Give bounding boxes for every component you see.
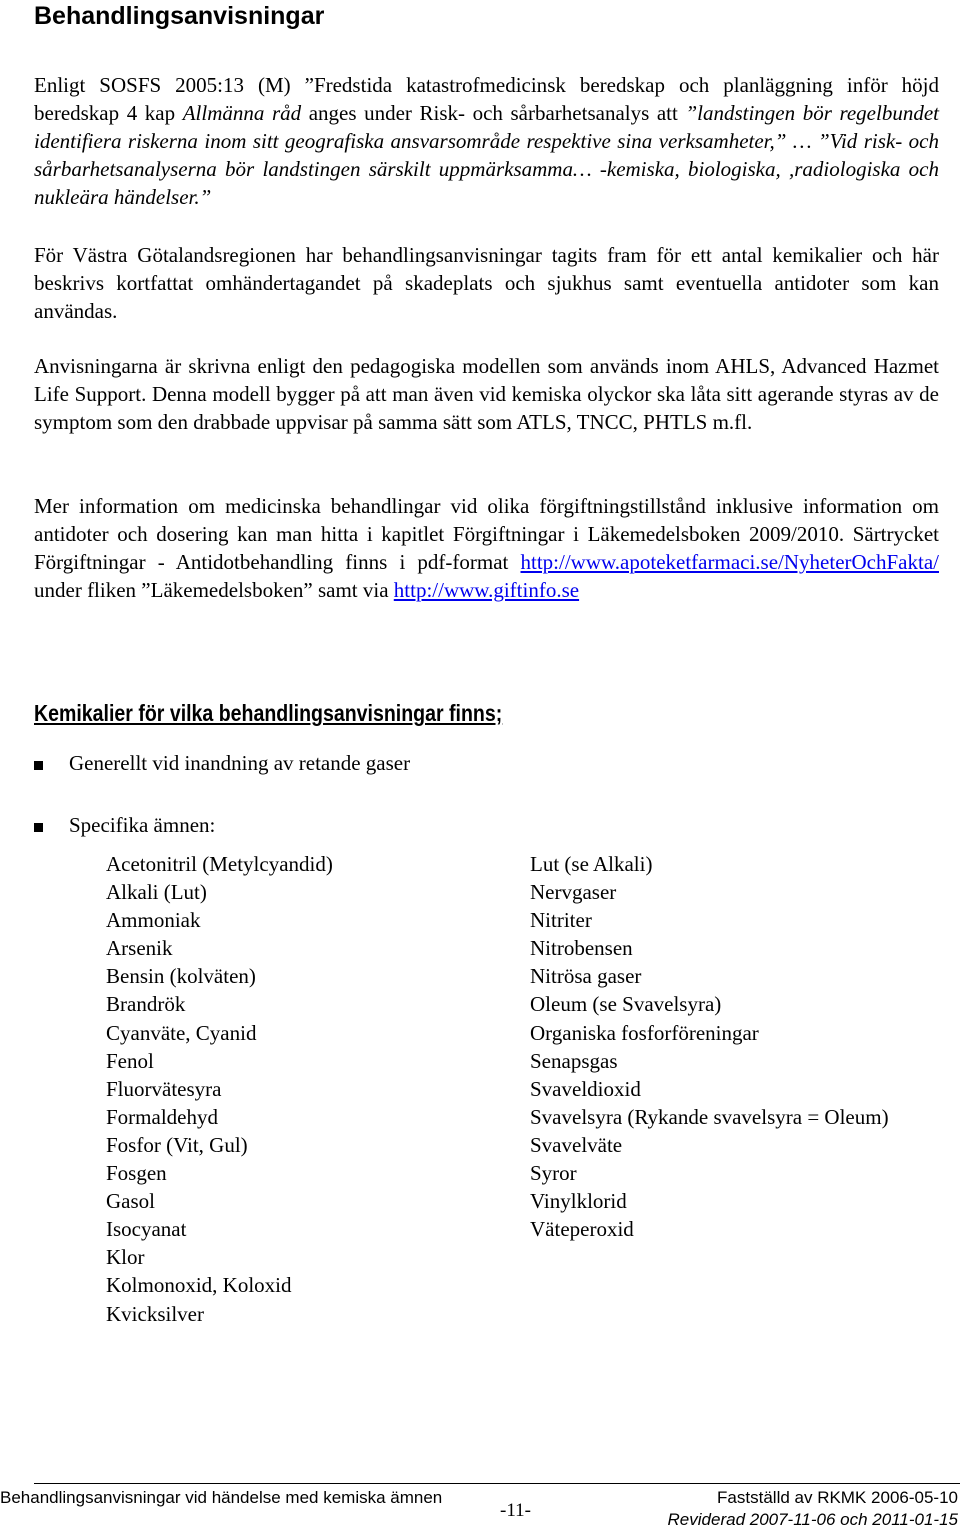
chemical-item: Nitrösa gaser	[530, 964, 642, 989]
chemical-item: Nervgaser	[530, 880, 617, 905]
chemical-item: Svavelsyra (Rykande svavelsyra = Oleum)	[530, 1104, 889, 1129]
bullet-text: Generellt vid inandning av retande gaser	[69, 751, 411, 775]
page-number: -11-	[500, 1500, 531, 1521]
chemicals-list-right	[530, 850, 889, 1243]
chemical-item: Alkali (Lut)	[106, 880, 207, 905]
chemical-item: Fosfor (Vit, Gul)	[106, 1132, 248, 1157]
chemical-item: Gasol	[106, 1189, 155, 1214]
chemical-item: Kvicksilver	[106, 1301, 204, 1326]
intro-quote: ”landstingen bör regelbundet identifiera riskerna inom sitt geografiska ansvarsområde respektive sina verksamheter,” … ”Vid risk- och sårbarhetsanalyserna bör landstingen särskilt uppmärksamma… -kemiska, biologiska, ,radiologiska och nukleära händelser.”	[34, 101, 939, 209]
chemical-item: Syror	[530, 1161, 577, 1186]
chemical-item: Senapsgas	[530, 1048, 618, 1073]
footer-doc-title: Behandlingsanvisningar vid händelse med kemiska ämnen	[0, 1488, 443, 1507]
chemical-item: Organiska fosforföreningar	[530, 1020, 759, 1045]
more-info-text: Mer information om medicinska behandlingar vid olika förgiftningstillstånd inklusive information om antidoter och dosering kan man hitta i kapitlet Förgiftningar i Läkemedelsboken 2009/2010. Särtrycket Förgiftningar - Antidotbehandling finns i pdf-format	[34, 494, 939, 574]
chemicals-list-left	[106, 850, 333, 1328]
chemical-item: Vinylklorid	[530, 1189, 627, 1214]
more-info-text-2: under fliken ”Läkemedelsboken” samt via	[34, 578, 394, 602]
chemical-item: Lut (se Alkali)	[530, 852, 653, 876]
intro-paragraph	[34, 71, 939, 211]
chemical-item: Svaveldioxid	[530, 1076, 641, 1101]
square-bullet-icon	[34, 761, 43, 770]
chemical-item: Oleum (se Svavelsyra)	[530, 992, 722, 1017]
more-info-paragraph	[34, 492, 939, 604]
region-paragraph: För Västra Götalandsregionen har behandlingsanvisningar tagits fram för ett antal kemikalier och här beskrivs kortfattat omhändertagandet på skadeplats och sjukhus samt eventuella antidoter som kan användas.	[34, 243, 939, 323]
chemicals-heading: Kemikalier för vilka behandlingsanvisningar finns;	[34, 700, 503, 726]
chemical-item: Isocyanat	[106, 1217, 187, 1242]
chemical-item: Arsenik	[106, 936, 173, 961]
chemical-item: Fluorvätesyra	[106, 1076, 222, 1101]
intro-italic: Allmänna råd	[182, 101, 302, 125]
chemical-item: Formaldehyd	[106, 1104, 218, 1129]
page-title: Behandlingsanvisningar	[34, 2, 325, 30]
intro-text-2: anges under Risk- och sårbarhetsanalys att	[301, 101, 686, 125]
footer-divider	[34, 1483, 960, 1484]
chemical-item: Fenol	[106, 1048, 154, 1073]
chemical-item: Klor	[106, 1245, 145, 1270]
giftinfo-link[interactable]: http://www.giftinfo.se	[393, 578, 580, 602]
chemical-item: Svavelväte	[530, 1132, 623, 1157]
bullet-text: Specifika ämnen:	[69, 813, 216, 837]
chemical-item: Nitriter	[530, 908, 592, 933]
chemical-item: Nitrobensen	[530, 936, 633, 961]
chemical-item: Kolmonoxid, Koloxid	[106, 1273, 292, 1298]
chemical-item: Brandrök	[106, 992, 186, 1017]
footer-revised: Reviderad 2007-11-06 och 2011-01-15	[667, 1510, 958, 1529]
footer-approved: Fastställd av RKMK 2006-05-10	[717, 1488, 958, 1507]
chemical-item: Cyanväte, Cyanid	[106, 1020, 257, 1045]
apoteket-link[interactable]: http://www.apoteketfarmaci.se/NyheterOchFakta/	[520, 550, 939, 574]
ahls-paragraph: Anvisningarna är skrivna enligt den pedagogiska modellen som används inom AHLS, Advanced Hazmet Life Support. Denna modell bygger på att man även vid kemiska olyckor ska låta sitt agerande styras av de symptom som den drabbade uppvisar på samma sätt som ATLS, TNCC, PHTLS m.fl.	[34, 354, 939, 434]
chemical-item: Fosgen	[106, 1161, 167, 1186]
square-bullet-icon	[34, 823, 43, 832]
chemical-item: Acetonitril (Metylcyandid)	[106, 852, 333, 876]
chemical-item: Bensin (kolväten)	[106, 964, 256, 989]
intro-text: Enligt SOSFS 2005:13 (M) ”Fredstida katastrofmedicinsk beredskap och planläggning inför höjd beredskap 4 kap	[34, 73, 939, 125]
chemical-item: Ammoniak	[106, 908, 201, 933]
chemical-item: Väteperoxid	[530, 1217, 634, 1242]
